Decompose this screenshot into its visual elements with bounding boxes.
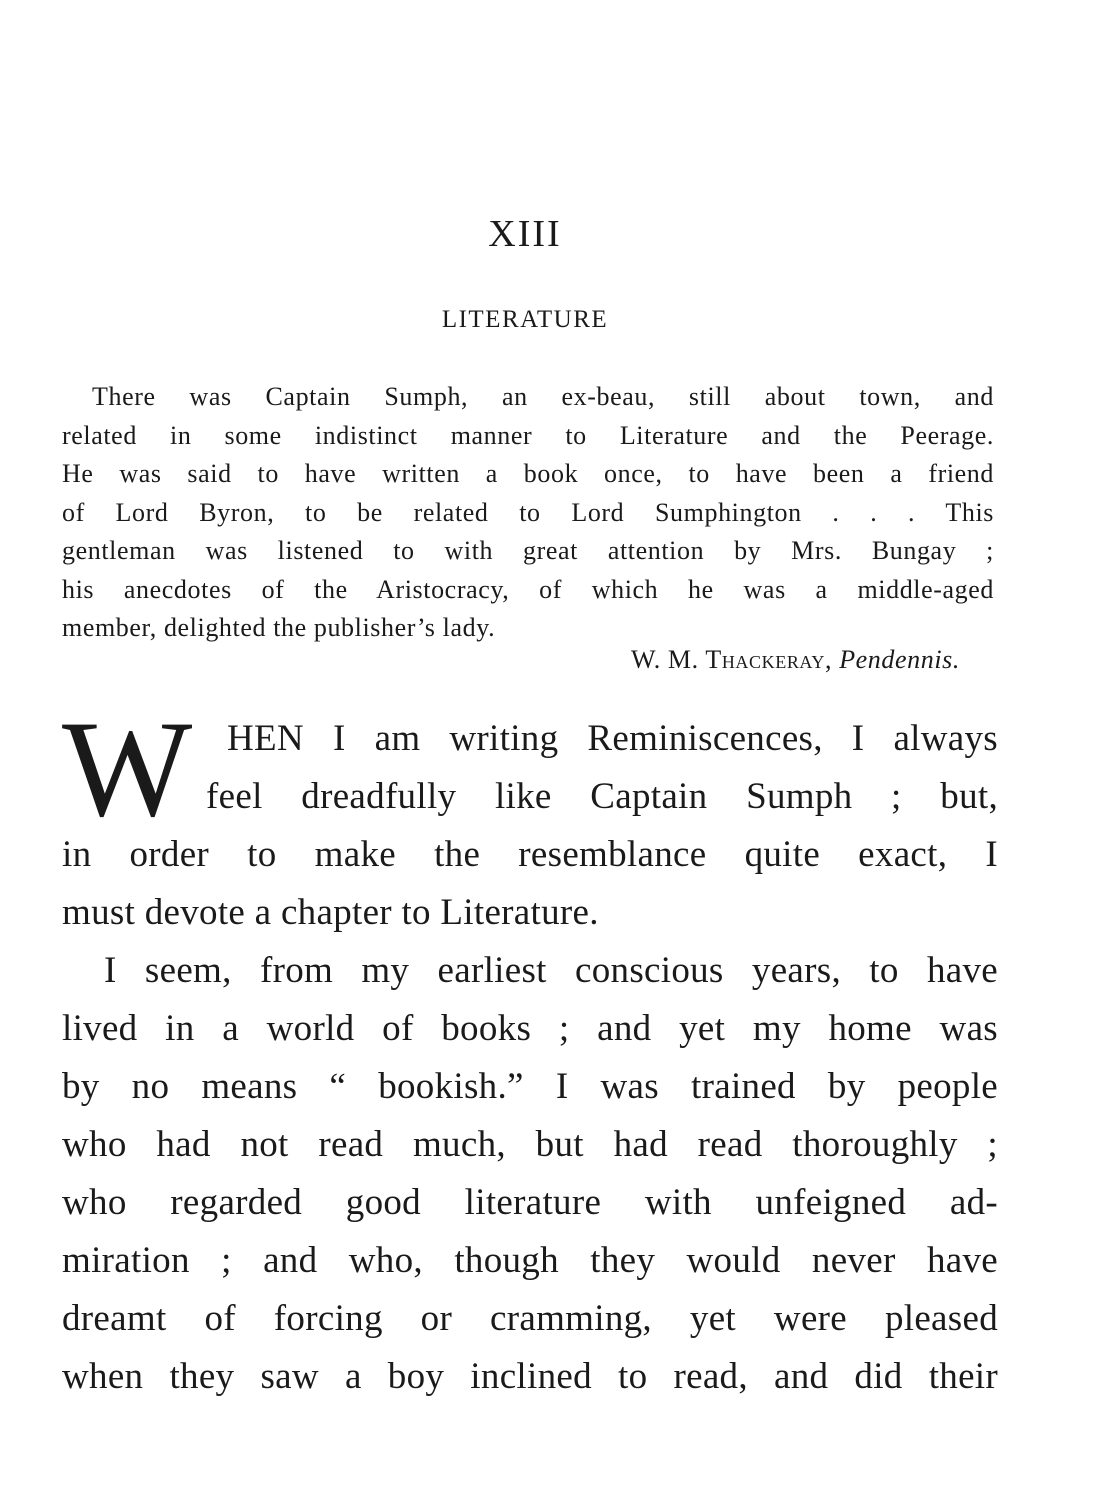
epigraph [62, 378, 994, 648]
body-line: by no means “ bookish.” I was trained by people [62, 1066, 998, 1107]
drop-cap: W [62, 692, 193, 845]
body-line: I seem, from my earliest conscious years, to have [104, 950, 998, 991]
body-line: who regarded good literature with unfeigned ad- [62, 1182, 998, 1223]
epigraph-line: related in some indistinct manner to Literature and the Peerage. [62, 420, 994, 450]
body-line: feel dreadfully like Captain Sumph ; but, [206, 776, 998, 817]
epigraph-line: his anecdotes of the Aristocracy, of which he was a middle-aged [62, 574, 994, 604]
epigraph-line: gentleman was listened to with great attention by Mrs. Bungay ; [62, 536, 994, 565]
chapter-title: LITERATURE [441, 306, 609, 333]
body-line: HEN I am writing Reminiscences, I always [227, 718, 998, 759]
body-line: who had not read much, but had read thoroughly ; [62, 1124, 998, 1165]
epigraph-line: of Lord Byron, to be related to Lord Sumphington . . . This [62, 497, 994, 527]
paragraph-1 [62, 710, 998, 942]
epigraph-line: member, delighted the publisher’s lady. [62, 613, 496, 642]
body-line: in order to make the resemblance quite exact, I [62, 834, 998, 875]
body-line: miration ; and who, though they would never have [62, 1240, 998, 1281]
body-line: when they saw a boy inclined to read, and did their [62, 1356, 998, 1397]
epigraph-line: There was Captain Sumph, an ex-beau, still about town, and [92, 382, 994, 411]
attribution-work: Pendennis. [839, 645, 960, 674]
body-line: lived in a world of books ; and yet my home was [62, 1008, 998, 1049]
paragraph-2 [62, 942, 998, 1406]
attribution-author: W. M. Thackeray, [630, 645, 833, 674]
body-line: dreamt of forcing or cramming, yet were pleased [62, 1298, 998, 1339]
epigraph-attribution [520, 645, 960, 675]
epigraph-line: He was said to have written a book once, to have been a friend [62, 459, 994, 488]
body-line: must devote a chapter to Literature. [62, 892, 599, 933]
chapter-number: XIII [488, 213, 562, 255]
